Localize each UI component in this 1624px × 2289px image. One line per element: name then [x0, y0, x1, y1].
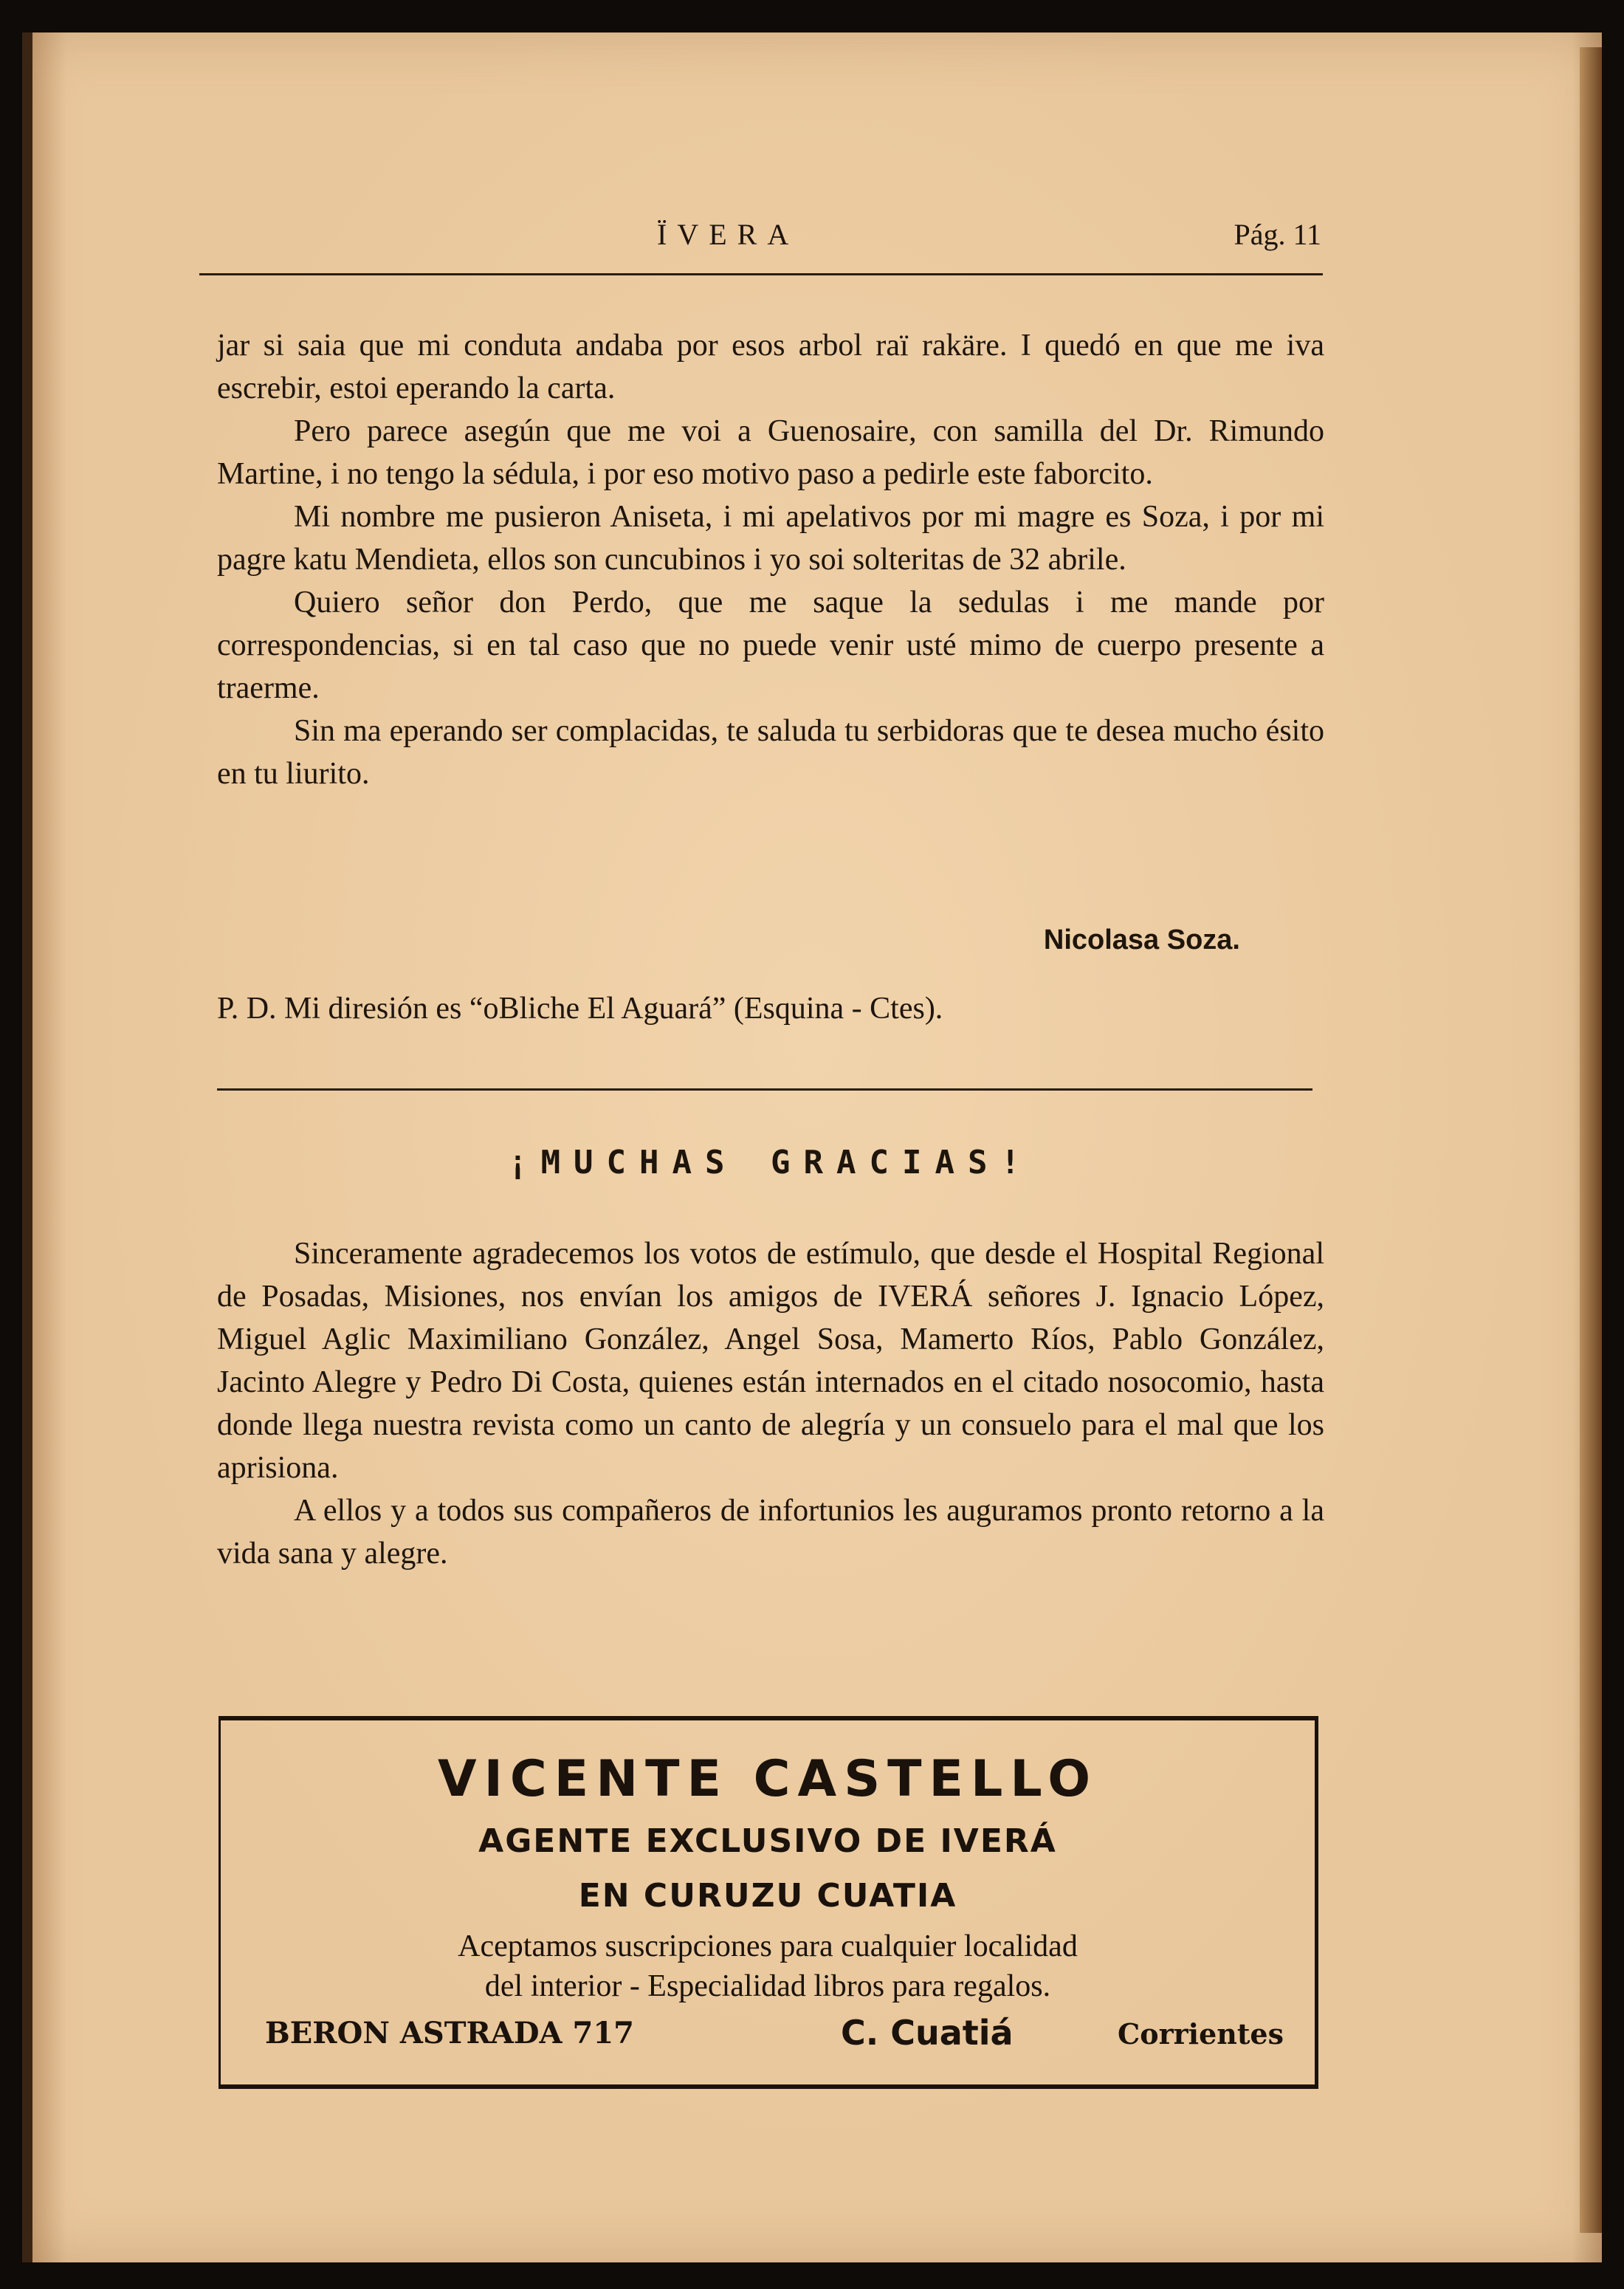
letter-paragraph: Quiero señor don Perdo, que me saque la sedulas i me mande por correspondencias, si en tal caso que no puede venir usté mimo de cuerpo presente a traerme.	[217, 586, 1324, 705]
ad-specialty-text: del interior - Especialidad libros para regalos.	[484, 1969, 1051, 2003]
letter-body	[217, 324, 1324, 795]
letter-paragraph: Sin ma eperando ser complacidas, te saluda tu serbidoras que te desea mucho ésito en tu liurito.	[217, 714, 1324, 791]
header-rule	[199, 273, 1323, 275]
thanks-paragraph: Sinceramente agradecemos los votos de estímulo, que desde el Hospital Regional de Posadas, Misiones, nos envían los amigos de IVERÁ señores J. Ignacio López, Miguel Aglic Maximiliano González, Angel Sosa, Mamerto Ríos, Pablo González, Jacinto Alegre y Pedro Di Costa, quienes están internados en el citado nosocomio, hasta donde llega nuestra revista como un canto de alegría y un consuelo para el mal que los aprisiona.	[217, 1237, 1324, 1485]
letter-postscript: P. D. Mi diresión es “oBliche El Aguará” (Esquina - Ctes).	[217, 992, 943, 1026]
section-divider	[217, 1088, 1312, 1091]
page-header	[199, 217, 1321, 269]
thanks-title: ¡MUCHAS GRACIAS!	[508, 1144, 1033, 1181]
advertisement-box	[219, 1716, 1318, 2089]
ad-footer	[265, 2013, 1284, 2060]
ad-subscriptions-text: Aceptamos suscripciones para cualquier localidad	[458, 1929, 1078, 1963]
letter-paragraph: Pero parece asegún que me voi a Guenosaire, con samilla del Dr. Rimundo Martine, i no tengo la sédula, i por eso motivo paso a pedirle este faborcito.	[217, 414, 1324, 491]
letter-paragraph: jar si saia que mi conduta andaba por esos arbol raï rakäre. I quedó en que me iva escrebir, estoi eperando la carta.	[217, 329, 1324, 405]
ad-province: Corrientes	[1118, 2017, 1284, 2051]
page-edge-shadow	[1580, 47, 1602, 2233]
magazine-title: ÏVERA	[657, 218, 799, 251]
thanks-body	[217, 1232, 1324, 1575]
ad-address: BERON ASTRADA 717	[265, 2016, 634, 2051]
ad-agent-name: VICENTE CASTELLO	[437, 1750, 1098, 1808]
page-number: Pág. 11	[1234, 218, 1321, 251]
letter-signature: Nicolasa Soza.	[1043, 924, 1240, 955]
letter-paragraph: Mi nombre me pusieron Aniseta, i mi apelativos por mi magre es Soza, i por mi pagre katu Mendieta, ellos son cuncubinos i yo soi solteritas de 32 abrile.	[217, 500, 1324, 577]
ad-city: C. Cuatiá	[841, 2013, 1014, 2053]
book-spine	[22, 32, 32, 2262]
magazine-page	[22, 32, 1602, 2262]
ad-agent-location: EN CURUZU CUATIA	[578, 1877, 957, 1915]
thanks-paragraph: A ellos y a todos sus compañeros de infortunios les auguramos pronto retorno a la vida sana y alegre.	[217, 1494, 1324, 1571]
ad-agent-role: AGENTE EXCLUSIVO DE IVERÁ	[478, 1822, 1057, 1860]
